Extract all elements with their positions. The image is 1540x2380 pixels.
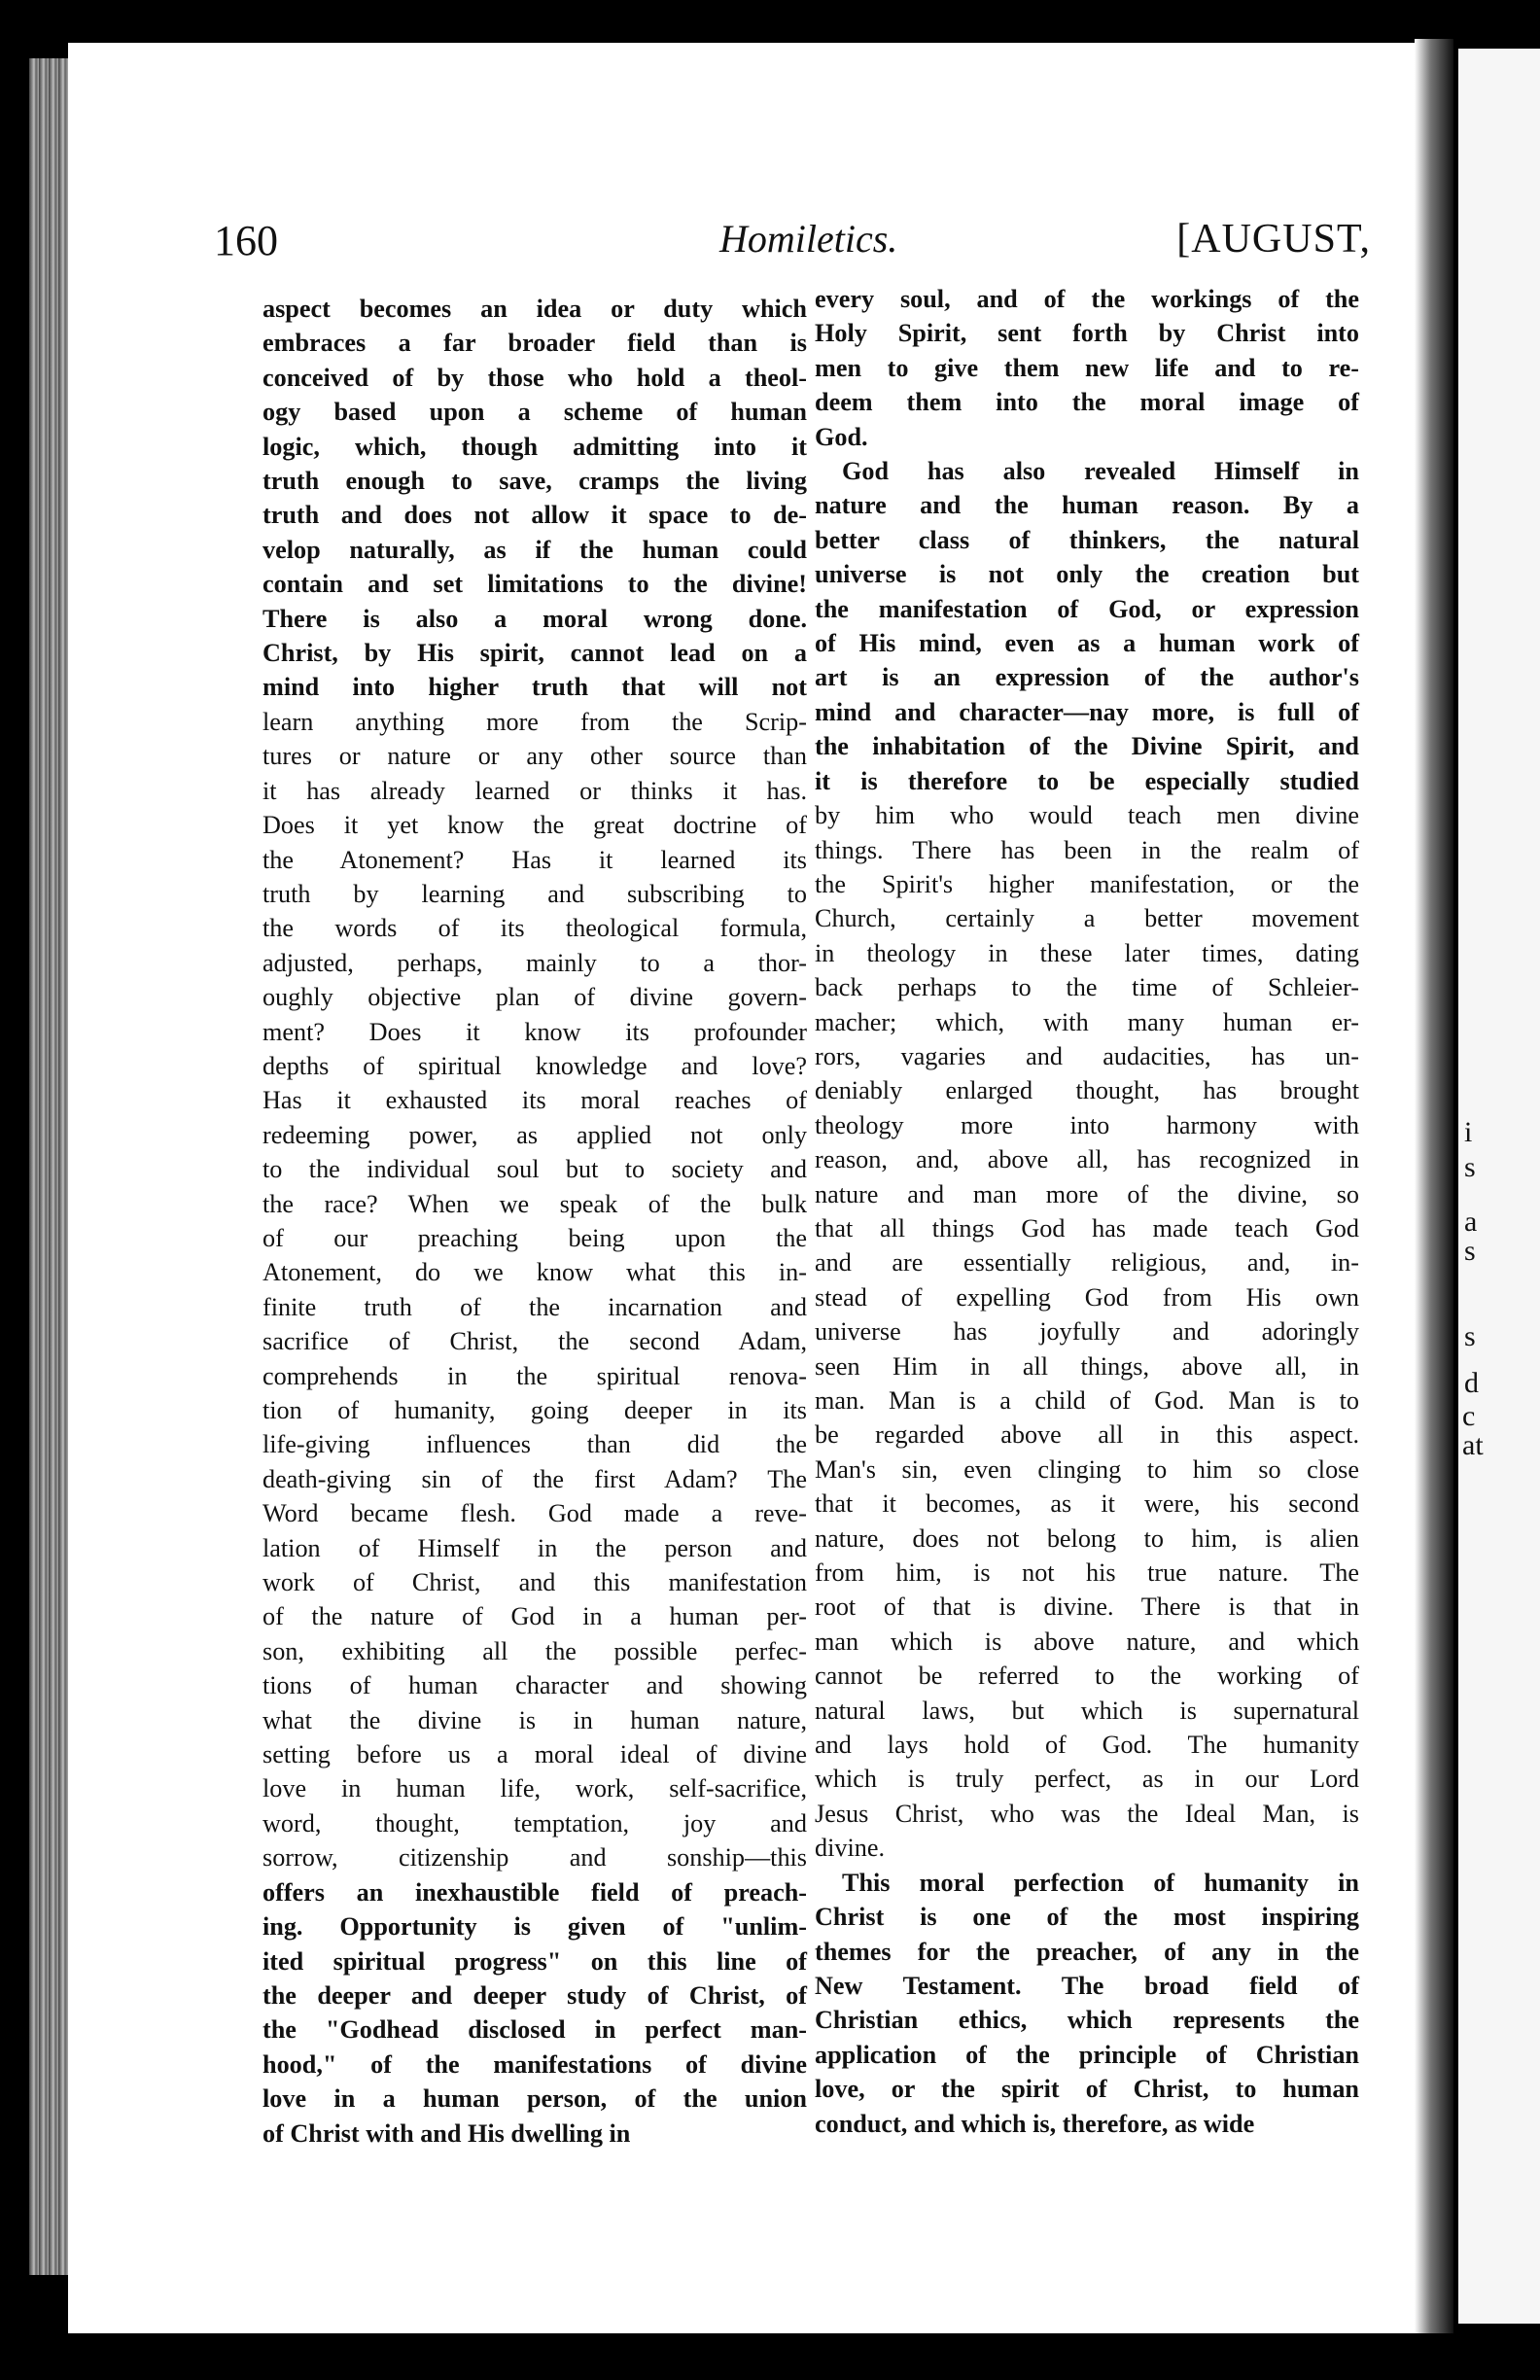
text-line: that it becomes, as it were, his second xyxy=(815,1489,1359,1519)
right-column xyxy=(815,282,1359,2141)
next-page-fragment: s xyxy=(1464,1235,1476,1267)
text-line: This moral perfection of humanity in xyxy=(842,1868,1359,1897)
text-line: Christ is one of the most inspiring xyxy=(815,1903,1359,1932)
text-line: life-giving influences than did the xyxy=(262,1430,807,1459)
text-line: every soul, and of the workings of the xyxy=(815,285,1359,313)
text-line: logic, which, though admitting into it xyxy=(262,432,807,461)
text-line: mind into higher truth that will not xyxy=(262,673,807,702)
text-line: nature, does not belong to him, is alien xyxy=(815,1523,1359,1553)
text-line: Christ, by His spirit, cannot lead on a xyxy=(262,639,807,668)
text-line: root of that is divine. There is that in xyxy=(815,1592,1359,1622)
text-line: son, exhibiting all the possible perfec- xyxy=(262,1636,807,1665)
text-line: truth by learning and subscribing to xyxy=(262,879,807,908)
text-line: themes for the preacher, of any in the xyxy=(815,1937,1359,1966)
text-line: nature and man more of the divine, so xyxy=(815,1179,1359,1208)
text-line: theology more into harmony with xyxy=(815,1110,1359,1139)
text-line: be regarded above all in this aspect. xyxy=(815,1420,1359,1450)
text-line: offers an inexhaustible field of preach- xyxy=(262,1877,807,1907)
text-line: God. xyxy=(815,422,868,451)
next-page-fragment: s xyxy=(1464,1151,1476,1183)
text-line: to the individual soul but to society and xyxy=(262,1155,807,1184)
text-line: universe is not only the creation but xyxy=(815,560,1359,589)
next-page-edge xyxy=(1458,49,1540,2324)
next-page-fragment: c xyxy=(1462,1400,1476,1432)
text-line: lation of Himself in the person and xyxy=(262,1533,807,1562)
text-line: macher; which, with many human er- xyxy=(815,1007,1359,1036)
text-line: oughly objective plan of divine govern- xyxy=(262,983,807,1012)
text-line: rors, vagaries and audacities, has un- xyxy=(815,1041,1359,1070)
text-line: Word became flesh. God made a reve- xyxy=(262,1499,807,1528)
text-line: things. There has been in the realm of xyxy=(815,835,1359,864)
text-line: art is an expression of the author's xyxy=(815,663,1359,692)
text-line: Atonement, do we know what this in- xyxy=(262,1258,807,1287)
text-line: velop naturally, as if the human could xyxy=(262,535,807,564)
text-line: setting before us a moral ideal of divine xyxy=(262,1740,807,1769)
text-line: cannot be referred to the working of xyxy=(815,1662,1359,1691)
text-line: New Testament. The broad field of xyxy=(815,1971,1359,2000)
running-title: Homiletics. xyxy=(719,217,898,261)
text-line: the race? When we speak of the bulk xyxy=(262,1189,807,1218)
text-line: sorrow, citizenship and sonship—this xyxy=(262,1843,807,1872)
text-line: truth and does not allow it space to de- xyxy=(262,501,807,530)
text-line: of the nature of God in a human per- xyxy=(262,1602,807,1631)
text-line: natural laws, but which is supernatural xyxy=(815,1696,1359,1725)
text-line: of our preaching being upon the xyxy=(262,1223,807,1252)
text-line: universe has joyfully and adoringly xyxy=(815,1317,1359,1347)
text-line: Has it exhausted its moral reaches of xyxy=(262,1086,807,1115)
text-line: ogy based upon a scheme of human xyxy=(262,398,807,427)
text-line: depths of spiritual knowledge and love? xyxy=(262,1051,807,1080)
text-line: stead of expelling God from His own xyxy=(815,1282,1359,1312)
text-line: the deeper and deeper study of Christ, of xyxy=(262,1980,807,2010)
next-page-fragment: a xyxy=(1464,1206,1478,1238)
text-line: tion of humanity, going deeper in its xyxy=(262,1396,807,1424)
text-line: adjusted, perhaps, mainly to a thor- xyxy=(262,948,807,977)
next-page-fragment: i xyxy=(1464,1116,1473,1148)
text-line: Church, certainly a better movement xyxy=(815,904,1359,933)
text-line: and are essentially religious, and, in- xyxy=(815,1248,1359,1278)
text-line: better class of thinkers, the natural xyxy=(815,525,1359,554)
text-line: men to give them new life and to re- xyxy=(815,353,1359,382)
text-line: and lays hold of God. The humanity xyxy=(815,1731,1359,1760)
text-line: Holy Spirit, sent forth by Christ into xyxy=(815,319,1359,348)
text-line: mind and character—nay more, is full of xyxy=(815,697,1359,726)
text-line: truth enough to save, cramps the living xyxy=(262,467,807,496)
text-line: Christian ethics, which represents the xyxy=(815,2006,1359,2035)
text-line: of His mind, even as a human work of xyxy=(815,629,1359,658)
text-line: deem them into the moral image of xyxy=(815,388,1359,417)
text-line: the inhabitation of the Divine Spirit, and xyxy=(815,732,1359,761)
text-line: learn anything more from the Scrip- xyxy=(262,707,807,736)
text-line: There is also a moral wrong done. xyxy=(262,604,807,633)
text-line: God has also revealed Himself in xyxy=(842,457,1359,486)
text-line: of Christ with and His dwelling in xyxy=(262,2118,631,2148)
text-line: that all things God has made teach God xyxy=(815,1213,1359,1242)
running-header xyxy=(214,216,1371,274)
text-line: Jesus Christ, who was the Ideal Man, is xyxy=(815,1799,1359,1828)
next-page-fragment: d xyxy=(1464,1367,1479,1399)
next-page-fragment: s xyxy=(1464,1320,1476,1352)
text-line: deniably enlarged thought, has brought xyxy=(815,1076,1359,1105)
text-line: the "Godhead disclosed in perfect man- xyxy=(262,2015,807,2045)
text-line: tures or nature or any other source than xyxy=(262,742,807,771)
text-line: embraces a far broader field than is xyxy=(262,329,807,358)
text-line: sacrifice of Christ, the second Adam, xyxy=(262,1327,807,1356)
text-line: nature and the human reason. By a xyxy=(815,491,1359,520)
text-line: what the divine is in human nature, xyxy=(262,1705,807,1734)
text-line: comprehends in the spiritual renova- xyxy=(262,1361,807,1390)
text-line: which is truly perfect, as in our Lord xyxy=(815,1765,1359,1794)
text-line: reason, and, above all, has recognized in xyxy=(815,1145,1359,1174)
text-line: ing. Opportunity is given of "unlim- xyxy=(262,1912,807,1942)
text-line: Man's sin, even clinging to him so close xyxy=(815,1454,1359,1484)
text-line: seen Him in all things, above all, in xyxy=(815,1351,1359,1381)
text-line: back perhaps to the time of Schleier- xyxy=(815,973,1359,1002)
text-line: from him, is not his true nature. The xyxy=(815,1558,1359,1588)
text-line: hood," of the manifestations of divine xyxy=(262,2049,807,2079)
text-line: by him who would teach men divine xyxy=(815,801,1359,830)
text-line: ited spiritual progress" on this line of xyxy=(262,1946,807,1976)
text-line: death-giving sin of the first Adam? The xyxy=(262,1464,807,1493)
text-line: conduct, and which is, therefore, as wide xyxy=(815,2109,1255,2138)
text-line: divine. xyxy=(815,1834,886,1863)
gutter-shadow xyxy=(1415,39,1453,2333)
running-date: [AUGUST, xyxy=(1176,217,1371,262)
text-line: man. Man is a child of God. Man is to xyxy=(815,1386,1359,1415)
text-line: tions of human character and showing xyxy=(262,1671,807,1700)
next-page-fragment: at xyxy=(1462,1429,1484,1461)
text-line: finite truth of the incarnation and xyxy=(262,1292,807,1321)
text-line: it is therefore to be especially studied xyxy=(815,766,1359,795)
text-line: word, thought, temptation, joy and xyxy=(262,1808,807,1838)
text-line: the Atonement? Has it learned its xyxy=(262,845,807,874)
text-line: love, or the spirit of Christ, to human xyxy=(815,2075,1359,2104)
text-line: in theology in these later times, dating xyxy=(815,938,1359,967)
text-line: aspect becomes an idea or duty which xyxy=(262,295,807,323)
text-line: the Spirit's higher manifestation, or the xyxy=(815,869,1359,898)
text-line: work of Christ, and this manifestation xyxy=(262,1568,807,1597)
text-line: the words of its theological formula, xyxy=(262,914,807,943)
text-line: love in human life, work, self-sacrifice, xyxy=(262,1774,807,1803)
left-column xyxy=(262,292,807,2151)
text-line: man which is above nature, and which xyxy=(815,1627,1359,1656)
text-line: conceived of by those who hold a theol- xyxy=(262,363,807,392)
text-line: Does it yet know the great doctrine of xyxy=(262,811,807,840)
text-line: the manifestation of God, or expression xyxy=(815,594,1359,623)
text-line: redeeming power, as applied not only xyxy=(262,1120,807,1149)
text-line: love in a human person, of the union xyxy=(262,2084,807,2114)
text-line: application of the principle of Christian xyxy=(815,2040,1359,2069)
text-line: it has already learned or thinks it has. xyxy=(262,776,807,805)
page-number: 160 xyxy=(214,217,278,264)
text-line: contain and set limitations to the divine! xyxy=(262,570,807,599)
text-line: ment? Does it know its profounder xyxy=(262,1017,807,1046)
